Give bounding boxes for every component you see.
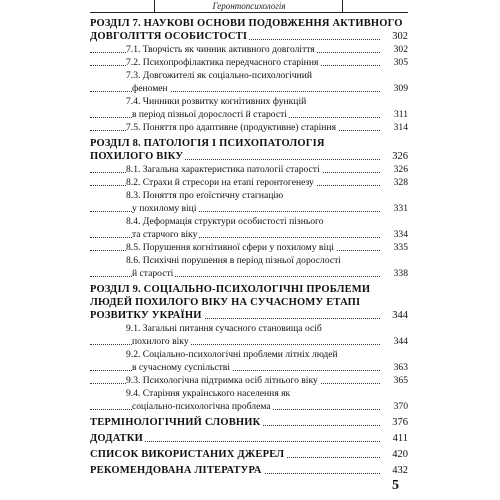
toc-subsection-line [90,108,408,121]
toc-subsection-line [90,241,408,254]
toc-subsection-line [90,121,408,134]
toc-subsection-line [90,228,408,241]
toc-page-number: 370 [382,400,408,413]
toc-entry-text: РОЗДІЛ 8. ПАТОЛОГІЯ І ПСИХОПАТОЛОГІЯ [90,138,325,149]
toc-page-number: 326 [382,163,408,176]
toc-section-line [90,283,408,296]
toc-subsection-line [90,254,408,267]
toc-entry-text: 7.4. Чинники розвитку когнітивних функцій [126,96,307,107]
toc-section-line [90,432,408,445]
toc-entry-text: ЛЮДЕЙ ПОХИЛОГО ВІКУ НА СУЧАСНОМУ ЕТАПІ [90,297,361,308]
toc-page-number: 334 [382,228,408,241]
toc-entry-text: РОЗДІЛ 9. СОЦІАЛЬНО-ПСИХОЛОГІЧНІ ПРОБЛЕМИ [90,284,371,295]
toc-entry-text: в сучасному суспільстві [132,362,231,373]
toc-page-number: 314 [382,121,408,134]
toc-entry-text: 9.2. Соціально-психологічні проблеми літніх людей [126,349,338,360]
toc-subsection-line [90,95,408,108]
toc-subsection-line [90,400,408,413]
toc-entry-text: 8.5. Порушення когнітивної сфери у похилому віці [126,242,334,253]
toc-entry-text: 8.6. Психічні порушення в період пізньої дорослості [126,255,341,266]
toc-page-number: 335 [382,241,408,254]
toc-subsection-line [90,56,408,69]
toc-entry-text: 9.1. Загальні питання сучасного становища осіб [126,323,322,334]
toc-entry-text: 7.5. Поняття про адаптивне (продуктивне) старіння [126,122,336,133]
toc-page-number: 344 [382,335,408,348]
toc-entry-text: РОЗДІЛ 7. НАУКОВІ ОСНОВИ ПОДОВЖЕННЯ АКТИВНОГО [90,18,403,29]
toc-entry-text: соціально-психологічна проблема [132,401,271,412]
toc-page-number: 344 [382,309,408,322]
toc-entry-text: 7.2. Психопрофілактика передчасного старіння [126,57,319,68]
table-of-contents [90,17,408,477]
toc-subsection-line [90,361,408,374]
running-header [90,0,408,14]
toc-subsection-line [90,387,408,400]
toc-entry-text: у похилому віці [132,203,197,214]
header-right-bar [342,0,343,12]
toc-section-line [90,17,408,30]
toc-section-line [90,448,408,461]
toc-page-number: 309 [382,82,408,95]
toc-subsection-line [90,43,408,56]
toc-subsection-line [90,176,408,189]
toc-subsection-line [90,335,408,348]
toc-page-number: 338 [382,267,408,280]
toc-entry-text: 8.1. Загальна характеристика патології старості [126,164,320,175]
toc-entry-text: 9.3. Психологічна підтримка осіб літнього віку [126,375,318,386]
toc-page-number: 376 [382,416,408,429]
toc-page-number: 363 [382,361,408,374]
toc-entry-text: 8.4. Деформація структури особистості пізнього [126,216,324,227]
toc-entry-text: похилого віку [132,336,189,347]
toc-subsection-line [90,267,408,280]
toc-section-line [90,150,408,163]
toc-entry-text: 8.2. Страхи й стресори на етапі геронтогенезу [126,177,314,188]
toc-page-number: 305 [382,56,408,69]
toc-subsection-line [90,202,408,215]
toc-entry-text: ПОХИЛОГО ВІКУ [90,151,184,162]
toc-subsection-line [90,69,408,82]
toc-section-line [90,464,408,477]
toc-page-number: 365 [382,374,408,387]
header-rule [90,12,408,13]
toc-entry-text: ДОВГОЛІТТЯ ОСОБИСТОСТІ [90,31,248,42]
toc-page-number: 432 [382,464,408,477]
toc-entry-text: феномен [132,83,168,94]
toc-entry-text: ДОДАТКИ [90,433,143,444]
toc-entry-text: РОЗВИТКУ УКРАЇНИ [90,310,202,321]
toc-entry-text: СПИСОК ВИКОРИСТАНИХ ДЖЕРЕЛ [90,449,285,460]
toc-section-line [90,30,408,43]
toc-page-number: 302 [382,43,408,56]
page-number: 5 [392,478,399,493]
toc-entry-text: та старчого віку [132,229,198,240]
toc-page-number: 302 [382,30,408,43]
toc-page-number: 420 [382,448,408,461]
toc-entry-text: ТЕРМІНОЛОГІЧНИЙ СЛОВНИК [90,417,261,428]
toc-section-line [90,137,408,150]
toc-section-line [90,416,408,429]
toc-subsection-line [90,322,408,335]
toc-entry-text: 9.4. Старіння українського населення як [126,388,291,399]
toc-section-line [90,309,408,322]
toc-page-number: 331 [382,202,408,215]
running-header-title: Геронтопсихологія [212,1,286,11]
toc-entry-text: й старості [132,268,174,279]
toc-page-number: 411 [382,432,408,445]
toc-section-line [90,296,408,309]
toc-subsection-line [90,82,408,95]
toc-subsection-line [90,189,408,202]
toc-page-number: 328 [382,176,408,189]
toc-subsection-line [90,348,408,361]
toc-entry-text: 7.1. Творчість як чинник активного довголіття [126,44,315,55]
toc-entry-text: 7.3. Довгожителі як соціально-психологічний [126,70,312,81]
toc-subsection-line [90,215,408,228]
toc-entry-text: РЕКОМЕНДОВАНА ЛІТЕРАТУРА [90,465,262,476]
toc-entry-text: в період пізньої дорослості й старості [132,109,287,120]
toc-subsection-line [90,374,408,387]
toc-subsection-line [90,163,408,176]
toc-page-number: 326 [382,150,408,163]
toc-entry-text: 8.3. Поняття про еґоїстичну стагнацію [126,190,284,201]
toc-page-number: 311 [382,108,408,121]
